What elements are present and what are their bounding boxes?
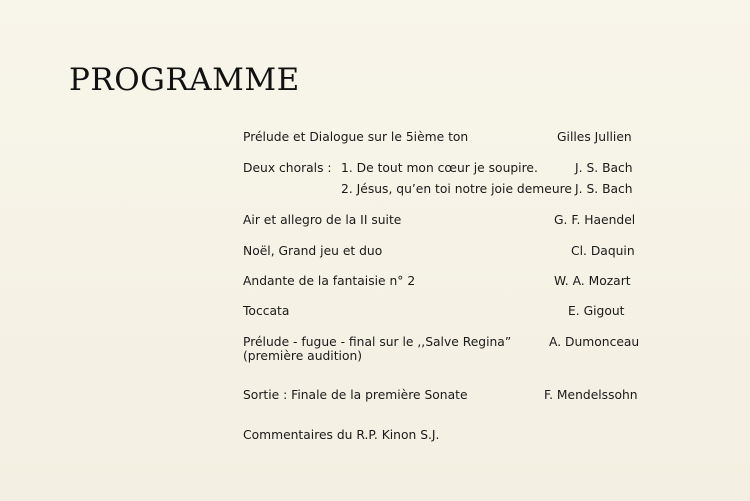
commentary-text: Commentaires du R.P. Kinon S.J. bbox=[243, 428, 440, 442]
piece-title: Air et allegro de la II suite bbox=[243, 213, 402, 227]
piece-title: Andante de la fantaisie n° 2 bbox=[243, 274, 416, 288]
piece-title: Prélude et Dialogue sur le 5ième ton bbox=[243, 130, 469, 144]
piece-title: Prélude - fugue - final sur le ,,Salve Regina” bbox=[243, 335, 512, 349]
piece-title: Toccata bbox=[243, 304, 290, 318]
chorale-item-2: 2. Jésus, qu’en toi notre joie demeure bbox=[341, 182, 572, 196]
piece-title: Deux chorals : bbox=[243, 161, 332, 175]
composer-name: W. A. Mozart bbox=[554, 274, 631, 288]
composer-name: G. F. Haendel bbox=[554, 213, 636, 227]
piece-title: Sortie : Finale de la première Sonate bbox=[243, 388, 468, 402]
composer-name: Gilles Jullien bbox=[557, 130, 632, 144]
composer-name: F. Mendelssohn bbox=[544, 388, 638, 402]
piece-note: (première audition) bbox=[243, 349, 363, 363]
page-title: PROGRAMME bbox=[69, 62, 300, 98]
composer-name: A. Dumonceau bbox=[549, 335, 640, 349]
chorale-item-1: 1. De tout mon cœur je soupire. bbox=[341, 161, 538, 175]
composer-name: Cl. Daquin bbox=[571, 244, 635, 258]
composer-name: E. Gigout bbox=[568, 304, 625, 318]
composer-name: J. S. Bach bbox=[575, 161, 633, 175]
piece-title: Noël, Grand jeu et duo bbox=[243, 244, 383, 258]
composer-name: J. S. Bach bbox=[575, 182, 633, 196]
